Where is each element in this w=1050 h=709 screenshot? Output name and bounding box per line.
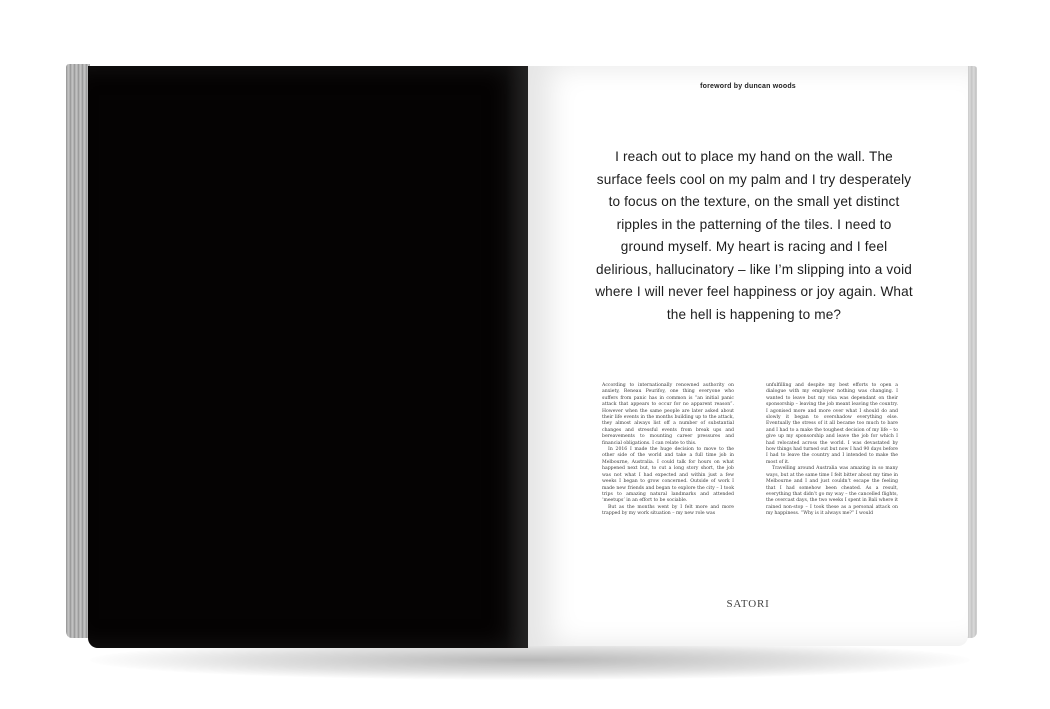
body-column-left xyxy=(602,383,734,518)
pull-quote: I reach out to place my hand on the wall. The surface feels cool on my palm and I try desperately to focus on the texture, on the small yet distinct ripples in the patterning of the tiles. I need to ground myself. My heart is racing and I feel delirious, hallucinatory – like I’m slipping into a void where I will never feel happiness or joy again. What the hell is happening to me? xyxy=(595,149,913,322)
paragraph: But as the months went by I felt more and more trapped by my work situation – my new role was xyxy=(602,504,734,517)
book-spine xyxy=(506,66,528,648)
magazine-brand: SATORI xyxy=(726,598,770,610)
left-page-black xyxy=(88,66,528,648)
paragraph: According to internationally renowned authority on anxiety, Reneau Peurifoy, one thing everyone who suffers from panic has in common is “an initial panic attack that appears to occur for no apparent reason”. However when the same people are later asked about their life events in the months building up to the attack, they almost always list off a number of substantial changes and stressful events from break ups and bereavements to mounting career pressures and financial obligations. I can relate to this. xyxy=(602,383,734,446)
body-column-right xyxy=(766,383,898,518)
foreword-label: foreword by duncan woods xyxy=(700,83,796,90)
page-edges-left xyxy=(66,64,90,638)
paragraph: unfulfilling and despite my best efforts to open a dialogue with my employer nothing was changing. I wanted to leave but my visa was dependant on their sponsorship – leaving the job meant leaving the country. I agonised more and more over what I should do and slowly it began to overshadow everything else. Eventually the stress of it all became too much to bare and I had to a make the toughest decision of my life – to give up my sponsorship and leave the job for which I had relocated across the world. I was devastated by how things had turned out but now I had 90 days before I had to leave the country and I intended to make the most of it. xyxy=(766,383,898,465)
right-page xyxy=(528,66,968,646)
paragraph: In 2016 I made the huge decision to move to the other side of the world and take a full time job in Melbourne, Australia. I could talk for hours on what happened next but, to cut a long story short, the job was not what I had expected and within just a few weeks I began to grow concerned. Outside of work I made new friends and began to explore the city – I took trips to amazing natural landmarks and attended ‘meetups’ in an effort to be sociable. xyxy=(602,447,734,504)
paragraph: Travelling around Australia was amazing in so many ways, but at the same time I felt bitter about my time in Melbourne and I and just couldn’t escape the feeling that I had somehow been cheated. As a result, everything that didn’t go my way – the cancelled flights, the overcast days, the two weeks I spent in Bali where it rained non-stop – I took these as a personal attack on my happiness. “Why is it always me?” I would xyxy=(766,466,899,517)
